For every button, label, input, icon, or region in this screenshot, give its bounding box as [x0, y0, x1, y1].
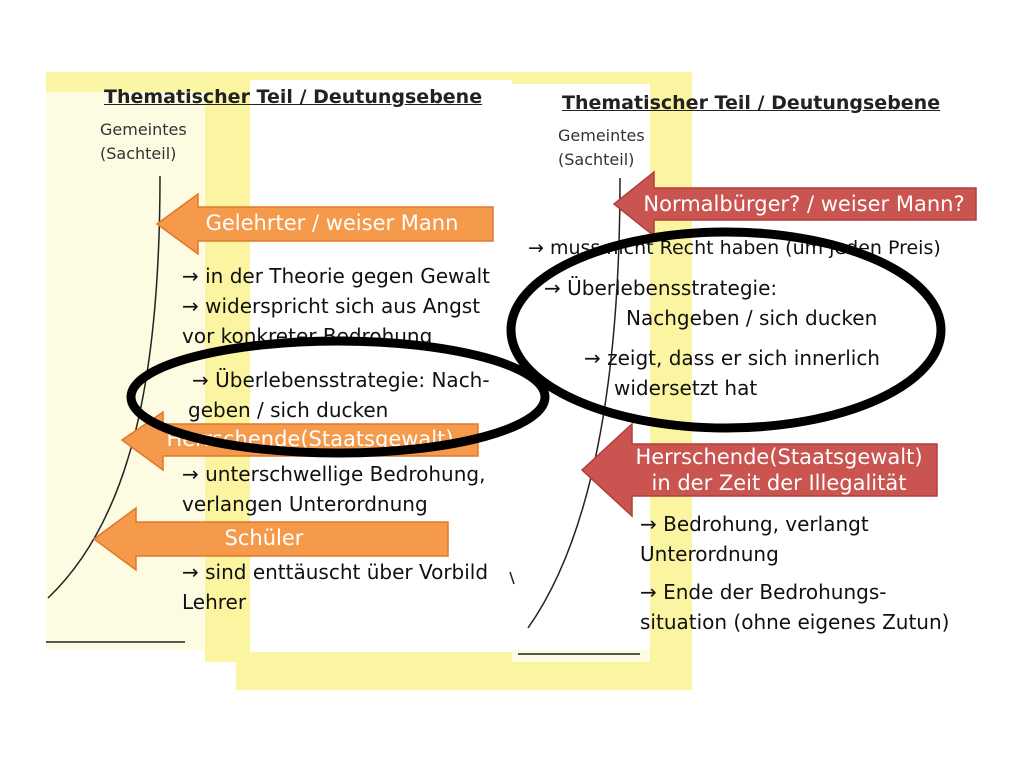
- right-arrow-1-label: Normalbürger? / weiser Mann?: [643, 192, 965, 216]
- left-line-3: vor konkreter Bedrohung: [182, 324, 433, 348]
- left-line-5: geben / sich ducken: [188, 398, 389, 422]
- left-line-7: verlangen Unterordnung: [182, 492, 428, 516]
- left-arrow-1-label: Gelehrter / weiser Mann: [205, 211, 459, 235]
- right-title: Thematischer Teil / Deutungsebene: [562, 92, 941, 114]
- left-line-8: → sind enttäuscht über Vorbild: [182, 560, 489, 584]
- left-line-6: → unterschwellige Bedrohung,: [182, 462, 486, 486]
- right-line-8: → Ende der Bedrohungs-: [640, 580, 887, 604]
- right-line-5: widersetzt hat: [614, 376, 758, 400]
- right-axis-label-2: (Sachteil): [558, 150, 635, 169]
- left-line-2: → widerspricht sich aus Angst: [182, 294, 481, 318]
- left-line-9: Lehrer: [182, 590, 247, 614]
- left-axis-label-1: Gemeintes: [100, 120, 187, 139]
- right-line-1: → muss nicht Recht haben (um jeden Preis): [528, 237, 941, 259]
- right-axis-label-1: Gemeintes: [558, 126, 645, 145]
- right-line-4: → zeigt, dass er sich innerlich: [584, 346, 880, 370]
- left-axis-label-2: (Sachteil): [100, 144, 177, 163]
- right-highlight-ellipse: [511, 232, 941, 428]
- right-arrow-2-label-line-2: in der Zeit der Illegalität: [651, 471, 907, 495]
- right-line-2: → Überlebensstrategie:: [544, 276, 778, 300]
- left-title: Thematischer Teil / Deutungsebene: [104, 86, 483, 108]
- left-highlight-ellipse: [131, 341, 545, 453]
- left-line-1: → in der Theorie gegen Gewalt: [182, 264, 491, 288]
- right-line-3: Nachgeben / sich ducken: [626, 306, 878, 330]
- right-arrow-2-label-line-1: Herrschende(Staatsgewalt): [635, 445, 923, 469]
- right-line-9: situation (ohne eigenes Zutun): [640, 610, 950, 634]
- left-line-4: → Überlebensstrategie: Nach-: [192, 368, 490, 392]
- left-arrow-3-label: Schüler: [224, 526, 304, 550]
- right-line-7: Unterordnung: [640, 542, 779, 566]
- right-line-6: → Bedrohung, verlangt: [640, 512, 869, 536]
- left-arrow-2-label: Herrschende(Staatsgewalt): [166, 427, 454, 451]
